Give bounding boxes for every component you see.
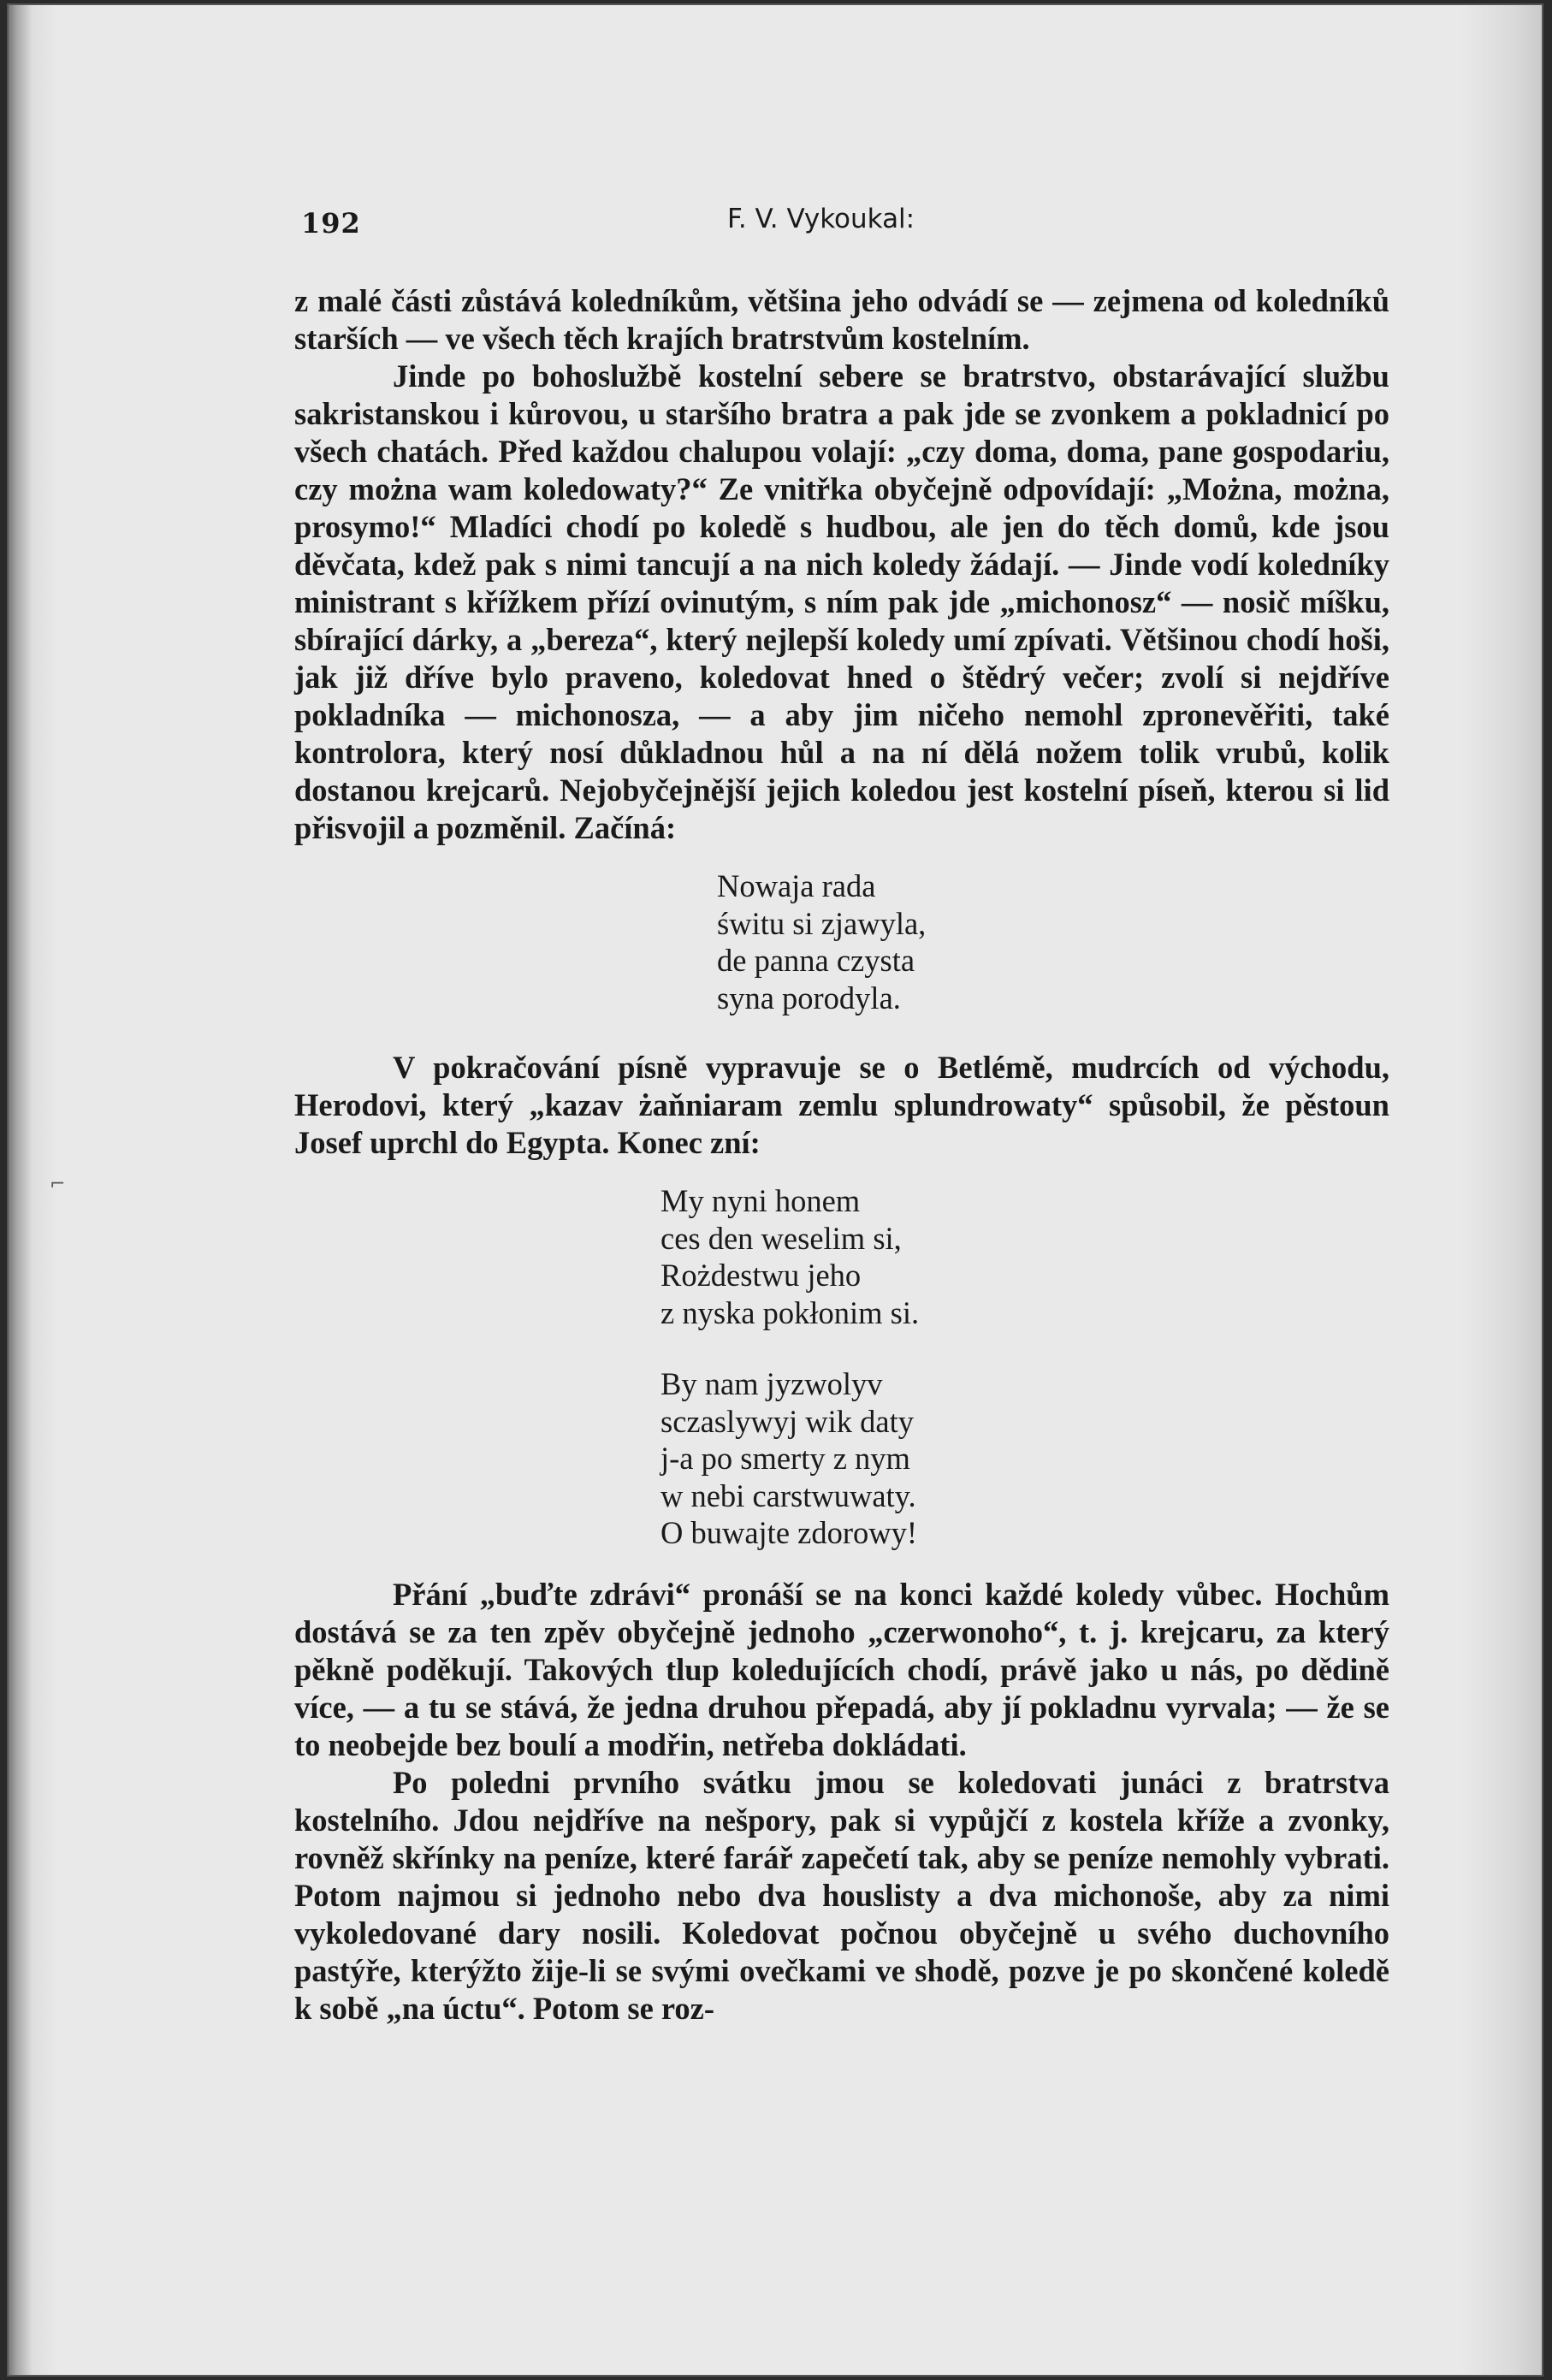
paragraph: Po poledni prvního svátku jmou se koledovati junáci z bratrstva kostelního. Jdou nejdříve na nešpory, pak si vypůjčí z kostela kříže a zvonky, rovněž skřínky na peníze, které farář zapečetí tak, aby se peníze nemohly vybrati. Potom najmou si jednoho nebo dva houslisty a dva michonoše, aby za nimi vykoledované dary nosili. Koledovat počnou obyčejně u svého duchovního pastýře, kterýžto žije-li se svými ovečkami ve shodě, pozve je po skončené koledě k sobě „na úctu“. Potom se roz- bbox=[294, 1764, 1389, 2026]
page-content bbox=[294, 200, 1389, 2028]
page-number: 192 bbox=[301, 207, 361, 240]
verse-line: j-a po smerty z nym bbox=[660, 1441, 910, 1476]
paragraph: Jinde po bohoslužbě kostelní sebere se bratrstvo, obstarávající službu sakristanskou i kůrovou, u staršího bratra a pak jde se zvonkem a pokladnicí po všech chatách. Před každou chalupou volají: „czy doma, doma, pane gospodariu, czy można wam koledowaty?“ Ze vnitřka obyčejně odpovídají: „Można, można, prosymo!“ Mladíci chodí po koledě s hudbou, ale jen do těch domů, kde jsou děvčata, kdež pak s nimi tancují a na nich koledy žádají. — Jinde vodí koledníky ministrant s křížkem přízí ovinutým, s ním pak jde „michonosz“ — nosič míšku, sbírající dárky, a „bereza“, který nejlepší koledy umí zpívati. Většinou chodí hoši, jak již dříve bylo praveno, koledovat hned o štědrý večer; zvolí si nejdříve pokladníka — michonosza, — a aby jim ničeho nemohl zpronevěřiti, také kontrolora, který nosí důkladnou hůl a na ní dělá nožem tolik vrubů, kolik dostanou krejcarů. Nejobyčejnější jejich koledou jest kostelní píseň, kterou si lid přisvojil a pozměnil. Začíná: bbox=[294, 358, 1389, 845]
running-head: F. V. Vykoukal: bbox=[727, 204, 915, 234]
book-page bbox=[7, 3, 1543, 2377]
verse-block bbox=[660, 1365, 1389, 1552]
page-header bbox=[294, 200, 1389, 252]
margin-mark: ⌐ bbox=[50, 1174, 66, 1195]
paragraph: z malé části zůstává koledníkům, většina jeho odvádí se — zejmena od koledníků starších — ve všech těch krajích bratrstvům kostelním. bbox=[294, 283, 1389, 356]
verse-block bbox=[660, 1182, 1389, 1331]
verse-line: Nowaja rada bbox=[717, 868, 876, 903]
paragraph: Přání „buďte zdrávi“ pronáší se na konci každé koledy vůbec. Hochům dostává se za ten zpěv obyčejně jednoho „czerwonoho“, t. j. krejcaru, za který pěkně poděkují. Takových tlup koledujících chodí, právě jako u nás, po dědině více, — a tu se stává, že jedna druhou přepadá, aby jí pokladnu vyrvala; — že se to neobejde bez boulí a modřin, netřeba dokládati. bbox=[294, 1576, 1389, 1762]
verse-line: O buwajte zdorowy! bbox=[660, 1515, 918, 1550]
body-text bbox=[294, 282, 1389, 2028]
verse-line: z nyska pokłonim si. bbox=[660, 1294, 920, 1330]
verse-line: My nyni honem bbox=[660, 1183, 861, 1218]
verse-line: ces den weselim si, bbox=[660, 1220, 902, 1256]
verse-line: Rożdestwu jeho bbox=[660, 1258, 862, 1293]
verse-line: de panna czysta bbox=[717, 943, 915, 978]
verse-line: świtu si zjawyla, bbox=[717, 905, 927, 941]
verse-line: w nebi carstwuwaty. bbox=[660, 1477, 916, 1513]
verse-line: By nam jyzwolyv bbox=[660, 1366, 883, 1401]
verse-block bbox=[717, 867, 1389, 1016]
verse-line: sczaslywyj wik daty bbox=[660, 1403, 914, 1439]
verse-line: syna porodyla. bbox=[717, 980, 901, 1015]
paragraph: V pokračování písně vypravuje se o Betlémě, mudrcích od východu, Herodovi, který „kazav żaňniaram zemlu splundrowaty“ spůsobil, že pěstoun Josef uprchl do Egypta. Konec zní: bbox=[294, 1050, 1389, 1160]
